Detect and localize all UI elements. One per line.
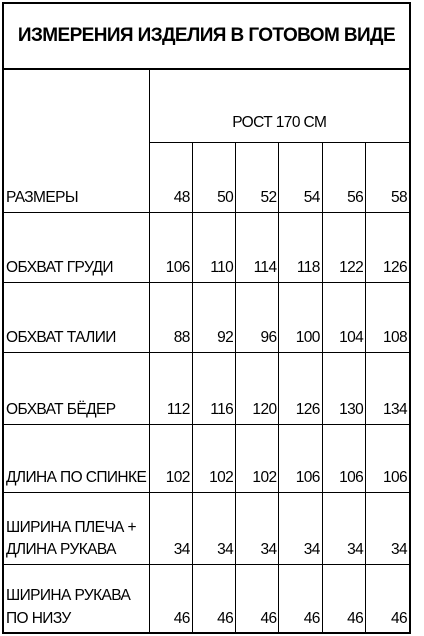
table-row [4,212,409,282]
value-cell: 46 [366,564,409,632]
row-label-line: ДЛИНА РУКАВА [6,541,116,559]
value-cell: 126 [366,212,409,282]
value-cell: 34 [192,492,235,564]
row-label [4,564,149,632]
value-cell: 102 [149,424,192,492]
value-cell: 110 [192,212,235,282]
size-cell: 56 [322,142,365,212]
row-label [4,492,149,564]
value-cell: 106 [149,212,192,282]
row-label: ОБХВАТ ТАЛИИ [4,282,149,352]
value-cell: 34 [279,492,322,564]
size-cell: 52 [236,142,279,212]
value-cell: 104 [322,282,365,352]
size-cell: 48 [149,142,192,212]
value-cell: 114 [236,212,279,282]
value-cell: 46 [279,564,322,632]
table-row [4,352,409,424]
value-cell: 112 [149,352,192,424]
value-cell: 108 [366,282,409,352]
value-cell: 106 [279,424,322,492]
height-header: РОСТ 170 СМ [149,70,409,142]
size-cell: 50 [192,142,235,212]
value-cell: 134 [366,352,409,424]
value-cell: 46 [192,564,235,632]
table-header-row [4,70,409,142]
value-cell: 102 [236,424,279,492]
row-label-line: ШИРИНА РУКАВА [6,587,131,605]
value-cell: 46 [149,564,192,632]
value-cell: 100 [279,282,322,352]
value-cell: 34 [149,492,192,564]
row-label: ОБХВАТ ГРУДИ [4,212,149,282]
size-cell: 54 [279,142,322,212]
value-cell: 96 [236,282,279,352]
value-cell: 34 [366,492,409,564]
value-cell: 122 [322,212,365,282]
value-cell: 46 [322,564,365,632]
value-cell: 102 [192,424,235,492]
value-cell: 116 [192,352,235,424]
size-cell: 58 [366,142,409,212]
value-cell: 120 [236,352,279,424]
value-cell: 106 [366,424,409,492]
value-cell: 34 [236,492,279,564]
value-cell: 106 [322,424,365,492]
row-label-line: ШИРИНА ПЛЕЧА + [6,518,136,536]
value-cell: 130 [322,352,365,424]
value-cell: 34 [322,492,365,564]
table-row [4,424,409,492]
measurement-sheet [2,2,411,634]
row-label: ДЛИНА ПО СПИНКЕ [4,424,149,492]
table-row [4,492,409,564]
value-cell: 46 [236,564,279,632]
row-label: ОБХВАТ БЁДЕР [4,352,149,424]
table-row [4,564,409,632]
value-cell: 88 [149,282,192,352]
table-row [4,282,409,352]
value-cell: 118 [279,212,322,282]
sizes-label-cell [4,70,149,212]
row-label-line: ПО НИЗУ [6,609,71,627]
value-cell: 126 [279,352,322,424]
measurement-table [4,70,409,632]
sizes-label: РАЗМЕРЫ [6,189,78,207]
sheet-title: ИЗМЕРЕНИЯ ИЗДЕЛИЯ В ГОТОВОМ ВИДЕ [4,4,409,70]
value-cell: 92 [192,282,235,352]
